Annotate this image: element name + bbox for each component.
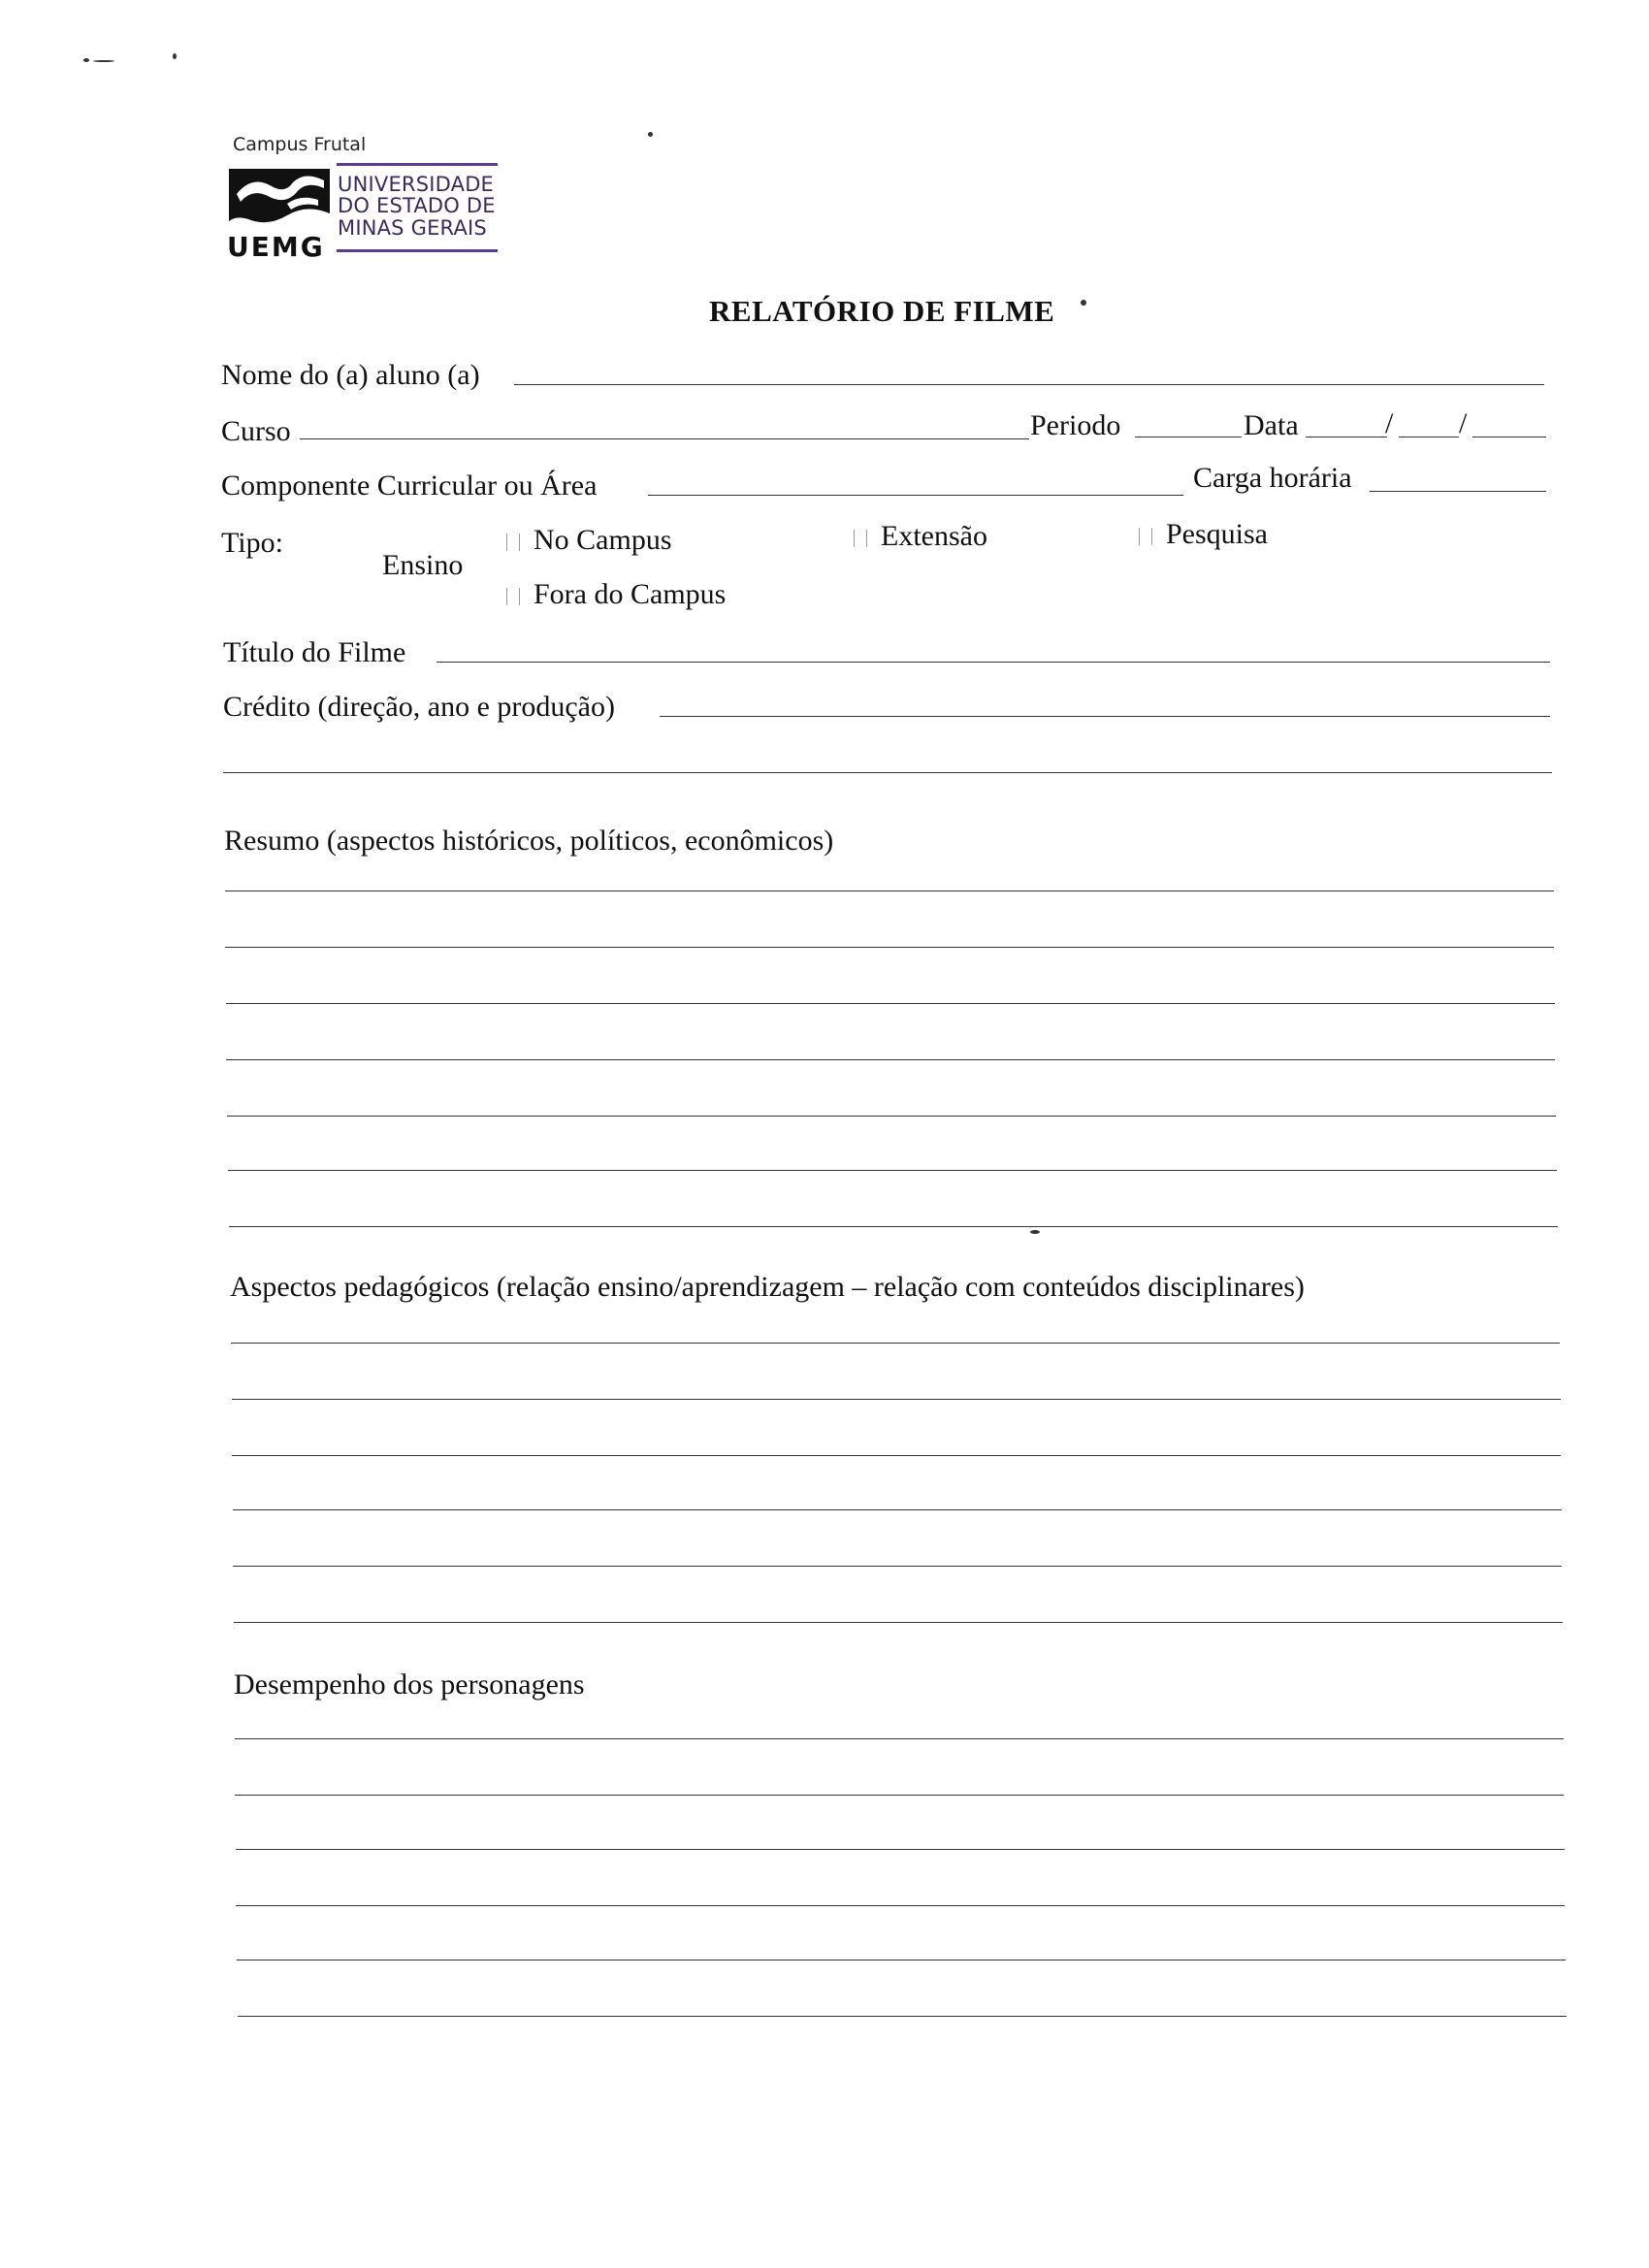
logo-top-bar [337,163,498,166]
pedagogicos-heading: Aspectos pedagógicos (relação ensino/aprendizagem – relação com conteúdos disciplinares) [230,1271,1305,1303]
data-slash-2: / [1459,407,1468,439]
resumo-line[interactable] [228,1170,1557,1171]
titulo-label: Título do Filme [223,636,406,668]
no-campus-label: No Campus [534,524,672,556]
scan-speck [648,132,653,137]
pedagogicos-line[interactable] [233,1509,1562,1510]
periodo-label: Periodo [1030,409,1121,441]
option-no-campus[interactable] [506,526,672,555]
resumo-line[interactable] [226,1003,1555,1004]
scan-speck [93,60,114,62]
university-name-line2: DO ESTADO DE [338,194,496,217]
ensino-label: Ensino [382,549,464,581]
resumo-heading: Resumo (aspectos históricos, políticos, econômicos) [224,825,834,857]
curso-field-line[interactable] [300,438,1029,439]
scan-speck [83,58,89,62]
resumo-line[interactable] [225,947,1554,948]
nome-label: Nome do (a) aluno (a) [221,359,480,391]
uemg-acronym: UEMG [227,231,325,263]
uemg-logo-icon [229,165,332,235]
university-name-line3: MINAS GERAIS [338,216,487,240]
curso-label: Curso [221,415,291,447]
pesquisa-checkbox[interactable] [1139,528,1152,545]
carga-label: Carga horária [1193,462,1352,494]
credito-field-line[interactable] [660,716,1550,717]
desempenho-line[interactable] [235,1738,1564,1739]
logo-bottom-bar [337,249,498,252]
fora-campus-label: Fora do Campus [534,578,727,610]
resumo-line[interactable] [226,1059,1555,1060]
extensao-checkbox[interactable] [854,530,867,547]
title-mark [1081,300,1086,306]
pesquisa-label: Pesquisa [1166,518,1268,550]
desempenho-line[interactable] [235,1795,1564,1796]
desempenho-line[interactable] [238,2016,1567,2017]
componente-field-line[interactable] [648,495,1183,496]
pedagogicos-line[interactable] [232,1455,1561,1456]
desempenho-heading: Desempenho dos personagens [234,1669,585,1701]
scan-speck [1030,1230,1040,1234]
carga-field-line[interactable] [1370,491,1546,492]
page-title: RELATÓRIO DE FILME [709,294,1055,328]
pedagogicos-line[interactable] [232,1399,1561,1400]
fora-campus-checkbox[interactable] [506,588,520,605]
pedagogicos-line[interactable] [231,1343,1560,1344]
resumo-line[interactable] [227,1116,1556,1117]
option-fora-campus[interactable] [506,580,726,609]
scan-speck [173,53,177,59]
extensao-label: Extensão [881,520,987,552]
data-label: Data [1244,409,1299,441]
option-extensao[interactable] [854,522,987,551]
pedagogicos-line[interactable] [233,1566,1562,1567]
credito-label: Crédito (direção, ano e produção) [223,691,615,723]
desempenho-line[interactable] [236,1849,1565,1850]
nome-field-line[interactable] [514,384,1544,385]
credito-extra-line[interactable] [223,772,1552,773]
titulo-field-line[interactable] [436,662,1550,663]
option-pesquisa[interactable] [1139,520,1268,549]
resumo-line[interactable] [229,1226,1558,1227]
tipo-label: Tipo: [221,527,283,559]
campus-name: Campus Frutal [233,134,367,155]
pedagogicos-line[interactable] [234,1622,1563,1623]
university-name-line1: UNIVERSIDADE [338,173,495,196]
no-campus-checkbox[interactable] [506,534,520,551]
data-slash-1: / [1385,407,1394,439]
componente-label: Componente Curricular ou Área [221,470,598,502]
desempenho-line[interactable] [236,1905,1565,1906]
